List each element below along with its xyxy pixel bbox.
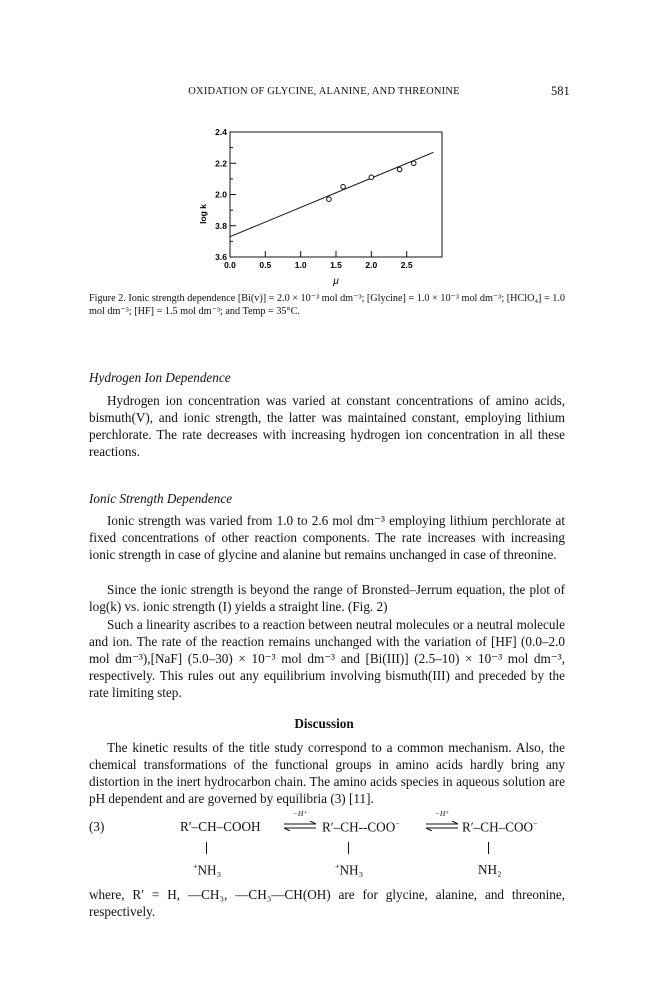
discussion-heading: Discussion (294, 716, 354, 731)
equation-species-1: R′–CH–COOH (180, 819, 261, 834)
fit-line (230, 152, 434, 236)
arrow-label-1: −H⁺ (292, 809, 308, 818)
equation-species-3: R′–CH–COO− (462, 819, 538, 835)
y-tick-label: 2.0 (215, 189, 227, 200)
equilibrium-arrow-1 (282, 809, 318, 836)
y-tick-label: 2.4 (215, 127, 227, 137)
equation-number: (3) (89, 819, 105, 834)
data-point (341, 184, 346, 189)
figure-2-chart (190, 118, 460, 293)
bond-line-3 (488, 842, 489, 854)
x-tick-label: 0.0 (224, 260, 236, 270)
caption-label: Figure 2. (89, 293, 126, 304)
running-head: OXIDATION OF GLYCINE, ALANINE, AND THREONINE (188, 86, 460, 97)
equation-species-2: R′–CH--COO− (322, 819, 400, 835)
fit-line-group (230, 152, 434, 236)
bond-line-1 (206, 842, 207, 854)
paragraph-ionic-3: Such a linearity ascribes to a reaction between neutral molecules or a neutral molecule and ion. The rate of the reaction remains unchanged with the variation of [HF] (0.0–2.0 mol dm⁻³),[NaF] (5.0–30) × 10⁻³ mol dm⁻³ and [Bi(III)] (2.5–10) × 10⁻³ mol dm⁻³, respectively. This rules out any equilibrium involving bismuth(III) and preceded by the rate limiting step. (89, 617, 565, 700)
x-tick-label: 1.0 (294, 260, 307, 270)
data-point (369, 175, 374, 180)
equation-sub-1: +NH₃ (193, 862, 222, 878)
equation-sub-3: NH₂ (478, 862, 502, 877)
paragraph-ionic-2: Since the ionic strength is beyond the range of Bronsted–Jerrum equation, the plot of log(k) vs. ionic strength (I) yields a straight line. (Fig. 2) (89, 582, 565, 614)
chart-svg (190, 118, 460, 288)
section-title-ionic: Ionic Strength Dependence (89, 491, 233, 506)
equilibrium-arrow-2 (424, 809, 460, 836)
x-tick-label: 1.5 (330, 260, 342, 270)
x-tick-label: 2.0 (365, 260, 378, 270)
arrow-label-2: −H⁺ (434, 809, 450, 818)
data-point (327, 197, 332, 202)
paragraph-discussion: The kinetic results of the title study correspond to a common mechanism. Also, the chemical transformations of the functional groups in amino acids hardly bring any distortion in the inert hydrocarbon chain. The amino acids species in aqueous solution are pH dependent and are governed by equilibria (3) [11]. (89, 740, 565, 806)
equilibrium-arrow-icon (424, 821, 460, 831)
page-number: 581 (551, 84, 570, 98)
x-tick-label: 2.5 (400, 260, 413, 270)
y-axis (215, 127, 236, 262)
section-title-hydrogen: Hydrogen Ion Dependence (89, 370, 231, 385)
data-point (397, 167, 402, 172)
paragraph-ionic-1: Ionic strength was varied from 1.0 to 2.6 mol dm⁻³ employing lithium perchlorate at fixed concentrations of other reaction components. The rate increases with increasing ionic strength in case of glycine and alanine but remains unchanged in case of threonine. (89, 513, 565, 562)
y-axis-label: log k (198, 204, 208, 224)
bond-line-2 (348, 842, 349, 854)
y-tick-label: 2.2 (215, 158, 227, 169)
caption-text: Ionic strength dependence [Bi(v)] = 2.0 × 10⁻³ mol dm⁻³; [Glycine] = 1.0 × 10⁻³ mol dm⁻³; [HClO₄] = 1.0 mol dm⁻³; [HF] = 1.5 mol dm⁻³; and Temp = 35°C. (89, 293, 565, 317)
y-tick-label: 3.8 (215, 220, 227, 231)
x-axis-label: μ (333, 276, 339, 287)
data-point (411, 161, 416, 166)
x-axis (224, 251, 413, 270)
equilibrium-arrow-icon (282, 821, 318, 831)
x-tick-label: 0.5 (259, 260, 272, 270)
equation-sub-2: +NH₃ (335, 862, 364, 878)
figure-caption (89, 292, 565, 318)
y-tick-label: 3.6 (215, 252, 227, 262)
data-points (327, 161, 416, 202)
plot-frame (230, 132, 442, 257)
paragraph-hydrogen: Hydrogen ion concentration was varied at constant concentrations of amino acids, bismuth(V), and ionic strength, the latter was maintained constant, employing lithium perchlorate. The rate decreases with increasing hydrogen ion concentration in all these reactions. (89, 393, 565, 459)
paragraph-after-equation: where, R′ = H, —CH₃, —CH₃—CH(OH) are for glycine, alanine, and threonine, respectively. (89, 887, 565, 919)
